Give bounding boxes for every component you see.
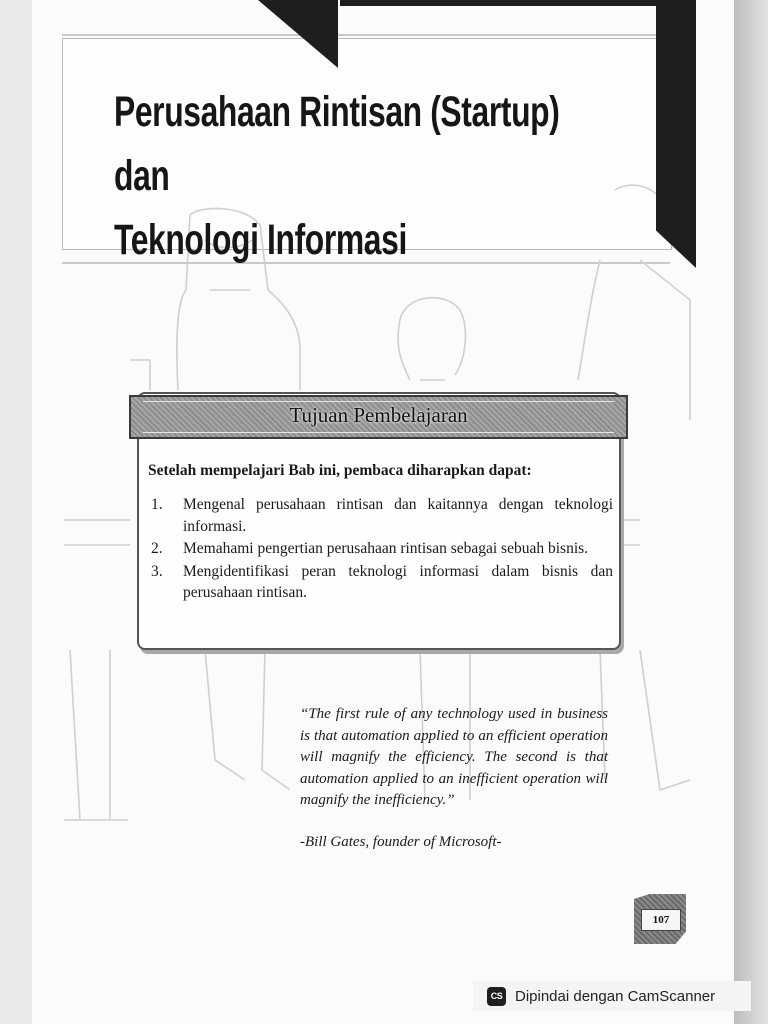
chapter-title-line2: Teknologi Informasi	[114, 216, 407, 264]
corner-decoration-top	[340, 0, 660, 6]
learning-objectives-title: Tujuan Pembelajaran	[289, 403, 468, 427]
list-item-text: Mengenal perusahaan rintisan dan kaitannya dengan teknologi informasi.	[183, 496, 613, 535]
chapter-title-line1: Perusahaan Rintisan (Startup) dan	[114, 88, 560, 200]
boy-figure	[398, 298, 465, 380]
camscanner-watermark	[473, 981, 751, 1011]
objectives-intro: Setelah mempelajari Bab ini, pembaca diharapkan dapat:	[148, 462, 532, 479]
list-item	[151, 538, 613, 560]
list-item-number: 3.	[151, 562, 163, 580]
objectives-list	[151, 494, 613, 605]
corner-decoration-right	[656, 0, 696, 268]
corner-decoration-left	[258, 0, 338, 68]
watermark-text: Dipindai dengan CamScanner	[515, 987, 716, 1005]
list-item-text: Mengidentifikasi peran teknologi informasi dalam bisnis dan perusahaan rintisan.	[183, 562, 613, 601]
camscanner-logo-icon: CS	[487, 987, 506, 1006]
page-number: 107	[641, 909, 681, 931]
list-item-text: Memahami pengertian perusahaan rintisan sebagai sebuah bisnis.	[183, 540, 589, 557]
quote-attribution: -Bill Gates, founder of Microsoft-	[300, 834, 502, 850]
chapter-title	[114, 80, 573, 272]
epigraph-quote: “The first rule of any technology used in business is that automation applied to an efficient operation will magnify the efficiency. The second is that automation applied to an inefficient operation will magnify the inefficiency.”	[300, 706, 608, 808]
list-item	[151, 561, 613, 604]
list-item-number: 1.	[151, 496, 163, 513]
list-item	[151, 494, 613, 537]
learning-objectives-banner	[129, 395, 628, 439]
chair-left	[64, 520, 130, 820]
list-item-number: 2.	[151, 540, 163, 557]
